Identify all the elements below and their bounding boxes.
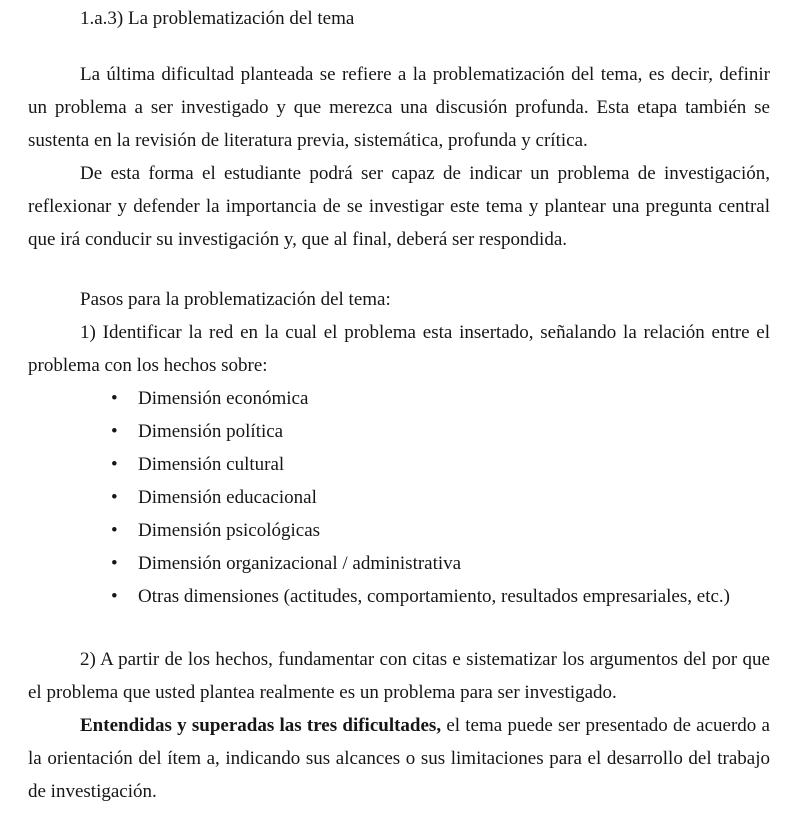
- list-item-label: Otras dimensiones (actitudes, comportamiento, resultados empresariales, etc.): [138, 586, 730, 607]
- bullet-icon: •: [111, 421, 118, 442]
- paragraph-intro-1: La última dificultad planteada se refiere a la problematización del tema, es decir, definir un problema a ser investigado y que merezca una discusión profunda. Esta etapa también se sustenta en la revisión de literatura previa, sistemática, profunda y crítica.: [28, 64, 770, 151]
- steps-intro-line: Pasos para la problematización del tema:: [80, 289, 391, 310]
- list-item: [111, 415, 770, 448]
- list-item-label: Dimensión organizacional / administrativa: [138, 553, 462, 574]
- closing-bold-text: Entendidas y superadas las tres dificultades,: [80, 715, 442, 736]
- step-1-paragraph: 1) Identificar la red en la cual el problema esta insertado, señalando la relación entre el problema con los hechos sobre:: [28, 322, 770, 376]
- list-item-label: Dimensión educacional: [138, 487, 317, 508]
- section-heading: 1.a.3) La problematización del tema: [80, 8, 355, 29]
- bullet-icon: •: [111, 487, 118, 508]
- list-item-label: Dimensión psicológicas: [138, 520, 321, 541]
- list-item: [111, 547, 770, 580]
- bullet-icon: •: [111, 454, 118, 475]
- list-item: [111, 382, 770, 415]
- list-item: [111, 448, 770, 481]
- paragraph-intro-2: De esta forma el estudiante podrá ser capaz de indicar un problema de investigación, reflexionar y defender la importancia de se investigar este tema y plantear una pregunta central que irá conducir su investigación y, que al final, deberá ser respondida.: [28, 163, 770, 250]
- list-item-label: Dimensión económica: [138, 388, 309, 409]
- closing-rest-text: el tema puede ser presentado de acuerdo a la orientación del ítem a, indicando sus alcances o sus limitaciones para el desarrollo del trabajo de investigación.: [28, 715, 770, 802]
- dimensions-list: [28, 382, 770, 613]
- bullet-icon: •: [111, 586, 118, 607]
- list-item-label: Dimensión cultural: [138, 454, 285, 475]
- bullet-icon: •: [111, 553, 118, 574]
- list-item: [111, 514, 770, 547]
- list-item: [111, 481, 770, 514]
- step-2-paragraph: 2) A partir de los hechos, fundamentar con citas e sistematizar los argumentos del por que el problema que usted plantea realmente es un problema para ser investigado.: [28, 649, 770, 703]
- bullet-icon: •: [111, 520, 118, 541]
- list-item: [111, 580, 770, 613]
- closing-paragraph: [28, 709, 770, 808]
- bullet-icon: •: [111, 388, 118, 409]
- list-item-label: Dimensión política: [138, 421, 284, 442]
